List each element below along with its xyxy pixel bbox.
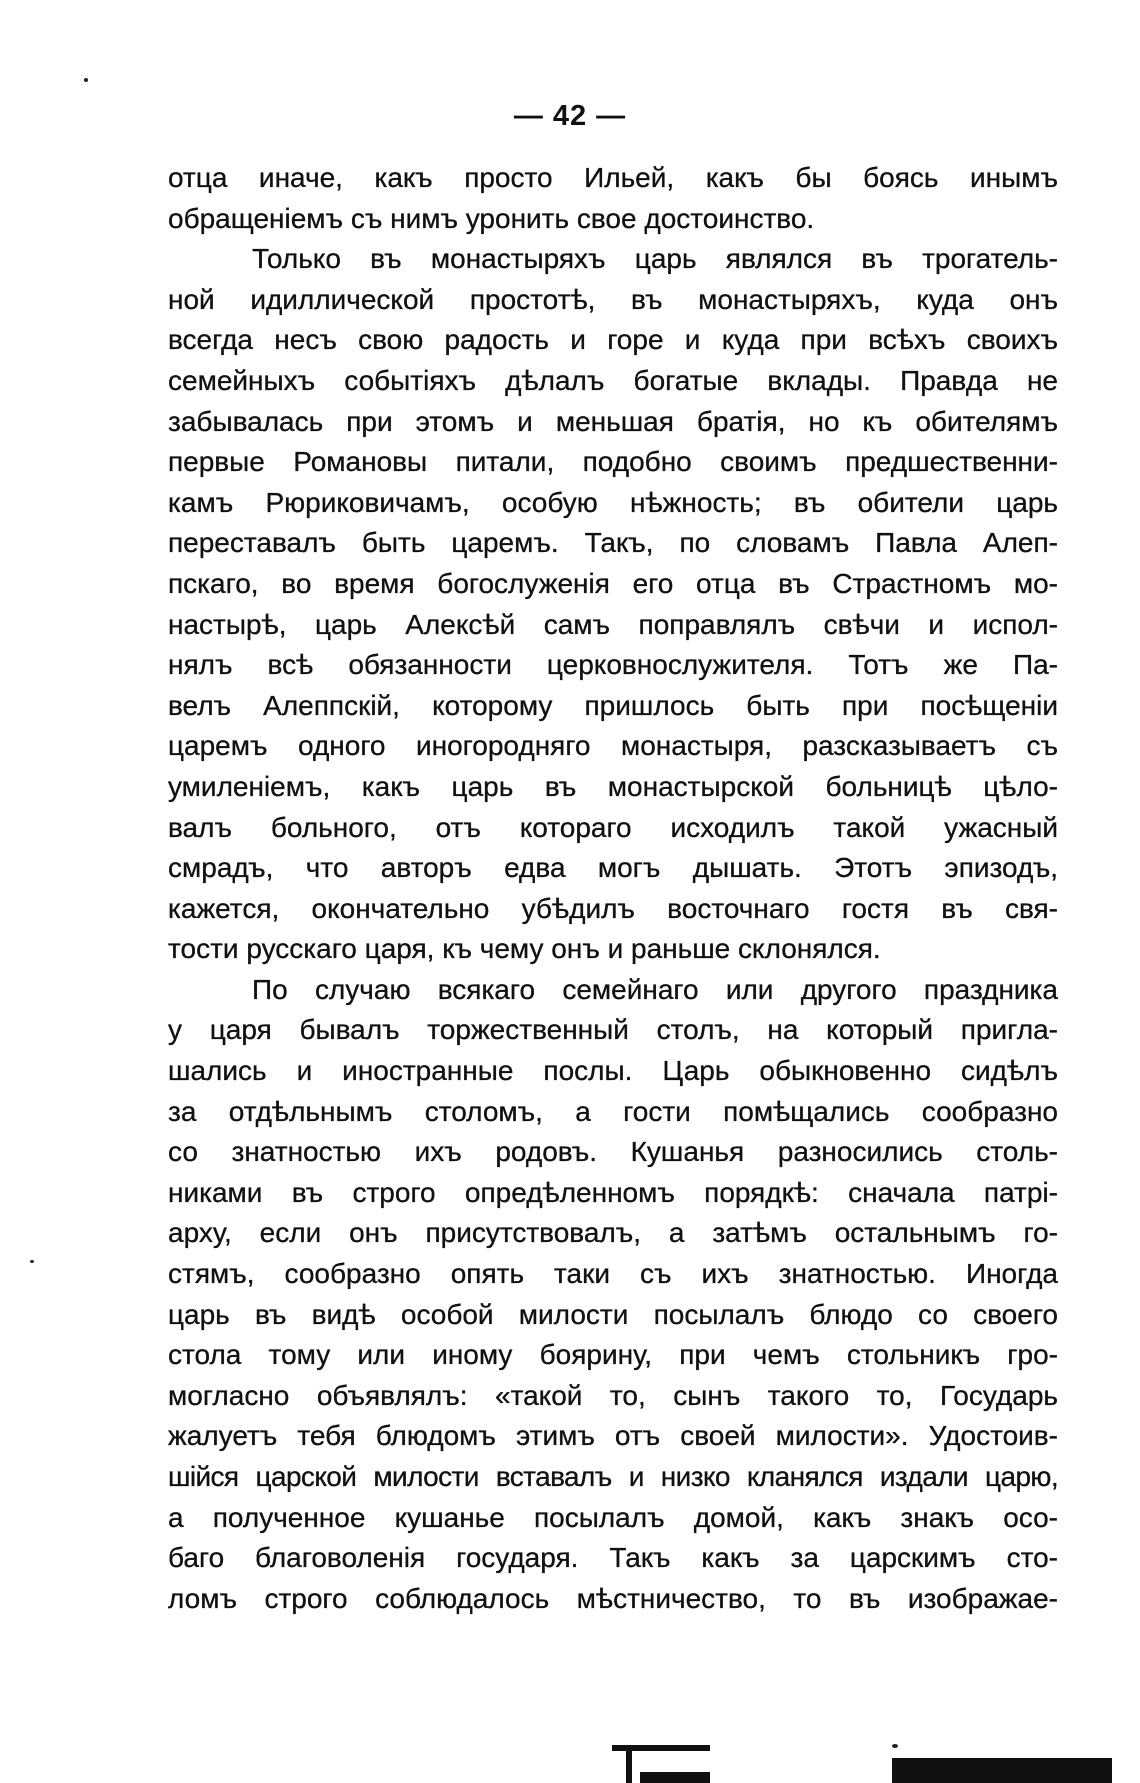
text-line: никами въ строго опредѣленномъ порядкѣ: сначала патрі- xyxy=(168,1176,1058,1208)
text-line: ломъ строго соблюдалось мѣстничество, то въ изображае- xyxy=(168,1582,1058,1614)
text-line: кажется, окончательно убѣдилъ восточнаго гостя въ свя- xyxy=(168,892,1058,924)
text-line: царь въ видѣ особой милости посылалъ блюдо со своего xyxy=(168,1298,1058,1330)
text-line: шались и иностранные послы. Царь обыкновенно сидѣлъ xyxy=(168,1055,1058,1087)
text-line: со знатностью ихъ родовъ. Кушанья разносились столь- xyxy=(168,1136,1058,1168)
paragraph-1 xyxy=(168,158,1058,239)
text-line: у царя бывалъ торжественный столъ, на который пригла- xyxy=(168,1014,1058,1046)
footer-rule-left-stem xyxy=(626,1750,632,1783)
text-line: а полученное кушанье посылалъ домой, какъ знакъ осо- xyxy=(168,1501,1058,1533)
text-line: настырѣ, царь Алексѣй самъ поправлялъ свѣчи и испол- xyxy=(168,608,1058,640)
text-line: валъ больного, отъ котораго исходилъ такой ужасный xyxy=(168,811,1058,843)
text-line: баго благоволенія государя. Такъ какъ за царскимъ сто- xyxy=(168,1542,1058,1574)
text-line: семейныхъ событіяхъ дѣлалъ богатые вклады. Правда не xyxy=(168,364,1058,396)
paragraph-2 xyxy=(168,239,1058,970)
footer-speck xyxy=(892,1744,898,1748)
text-line: могласно объявлялъ: «такой то, сынъ такого то, Государь xyxy=(168,1379,1058,1411)
text-line: забывалась при этомъ и меньшая братія, но къ обителямъ xyxy=(168,405,1058,437)
text-line: По случаю всякаго семейнаго или другого праздника xyxy=(252,973,1058,1005)
page-number: — 42 — xyxy=(513,100,627,132)
text-line: первые Романовы питали, подобно своимъ предшественни- xyxy=(168,446,1058,478)
body-text xyxy=(168,158,1058,1619)
text-line: всегда несъ свою радость и горе и куда при всѣхъ своихъ xyxy=(168,324,1058,356)
text-line: за отдѣльнымъ столомъ, а гости помѣщались сообразно xyxy=(168,1095,1058,1127)
text-line: умиленіемъ, какъ царь въ монастырской больницѣ цѣло- xyxy=(168,770,1058,802)
text-line: тости русскаго царя, къ чему онъ и раньше склонялся. xyxy=(168,933,881,965)
footer-rule-right xyxy=(892,1758,1112,1783)
text-line: переставалъ быть царемъ. Такъ, по словамъ Павла Алеп- xyxy=(168,527,1058,559)
text-line: нялъ всѣ обязанности церковнослужителя. Тотъ же Па- xyxy=(168,649,1058,681)
text-line: обращеніемъ съ нимъ уронить свое достоинство. xyxy=(168,202,815,234)
scan-speck-left-margin xyxy=(30,1260,34,1263)
text-line: ной идиллической простотѣ, въ монастыряхъ, куда онъ xyxy=(168,283,1058,315)
text-line: пскаго, во время богослуженія его отца въ Страстномъ мо- xyxy=(168,567,1058,599)
text-line: Только въ монастыряхъ царь являлся въ трогатель- xyxy=(252,243,1058,275)
text-line: жалуетъ тебя блюдомъ этимъ отъ своей милости». Удостоив- xyxy=(168,1420,1058,1452)
paragraph-3 xyxy=(168,970,1058,1620)
text-line: арху, если онъ присутствовалъ, а затѣмъ остальнымъ го- xyxy=(168,1217,1058,1249)
text-line: отца иначе, какъ просто Ильей, какъ бы боясь инымъ xyxy=(168,162,1058,193)
text-line: стола тому или иному боярину, при чемъ стольникъ гро- xyxy=(168,1339,1058,1371)
text-line: велъ Алеппскій, которому пришлось быть при посѣщеніи xyxy=(168,689,1058,721)
text-line: стямъ, сообразно опять таки съ ихъ знатностью. Иногда xyxy=(168,1258,1058,1290)
text-line: смрадъ, что авторъ едва могъ дышать. Этотъ эпизодъ, xyxy=(168,852,1058,884)
text-line: шійся царской милости вставалъ и низко кланялся издали царю, xyxy=(168,1461,1058,1492)
text-line: царемъ одного иногородняго монастыря, разсказываетъ съ xyxy=(168,730,1058,762)
text-line: камъ Рюриковичамъ, особую нѣжность; въ обители царь xyxy=(168,486,1058,518)
footer-rule-left-base xyxy=(640,1772,710,1783)
scan-speck-top-left xyxy=(84,78,88,82)
